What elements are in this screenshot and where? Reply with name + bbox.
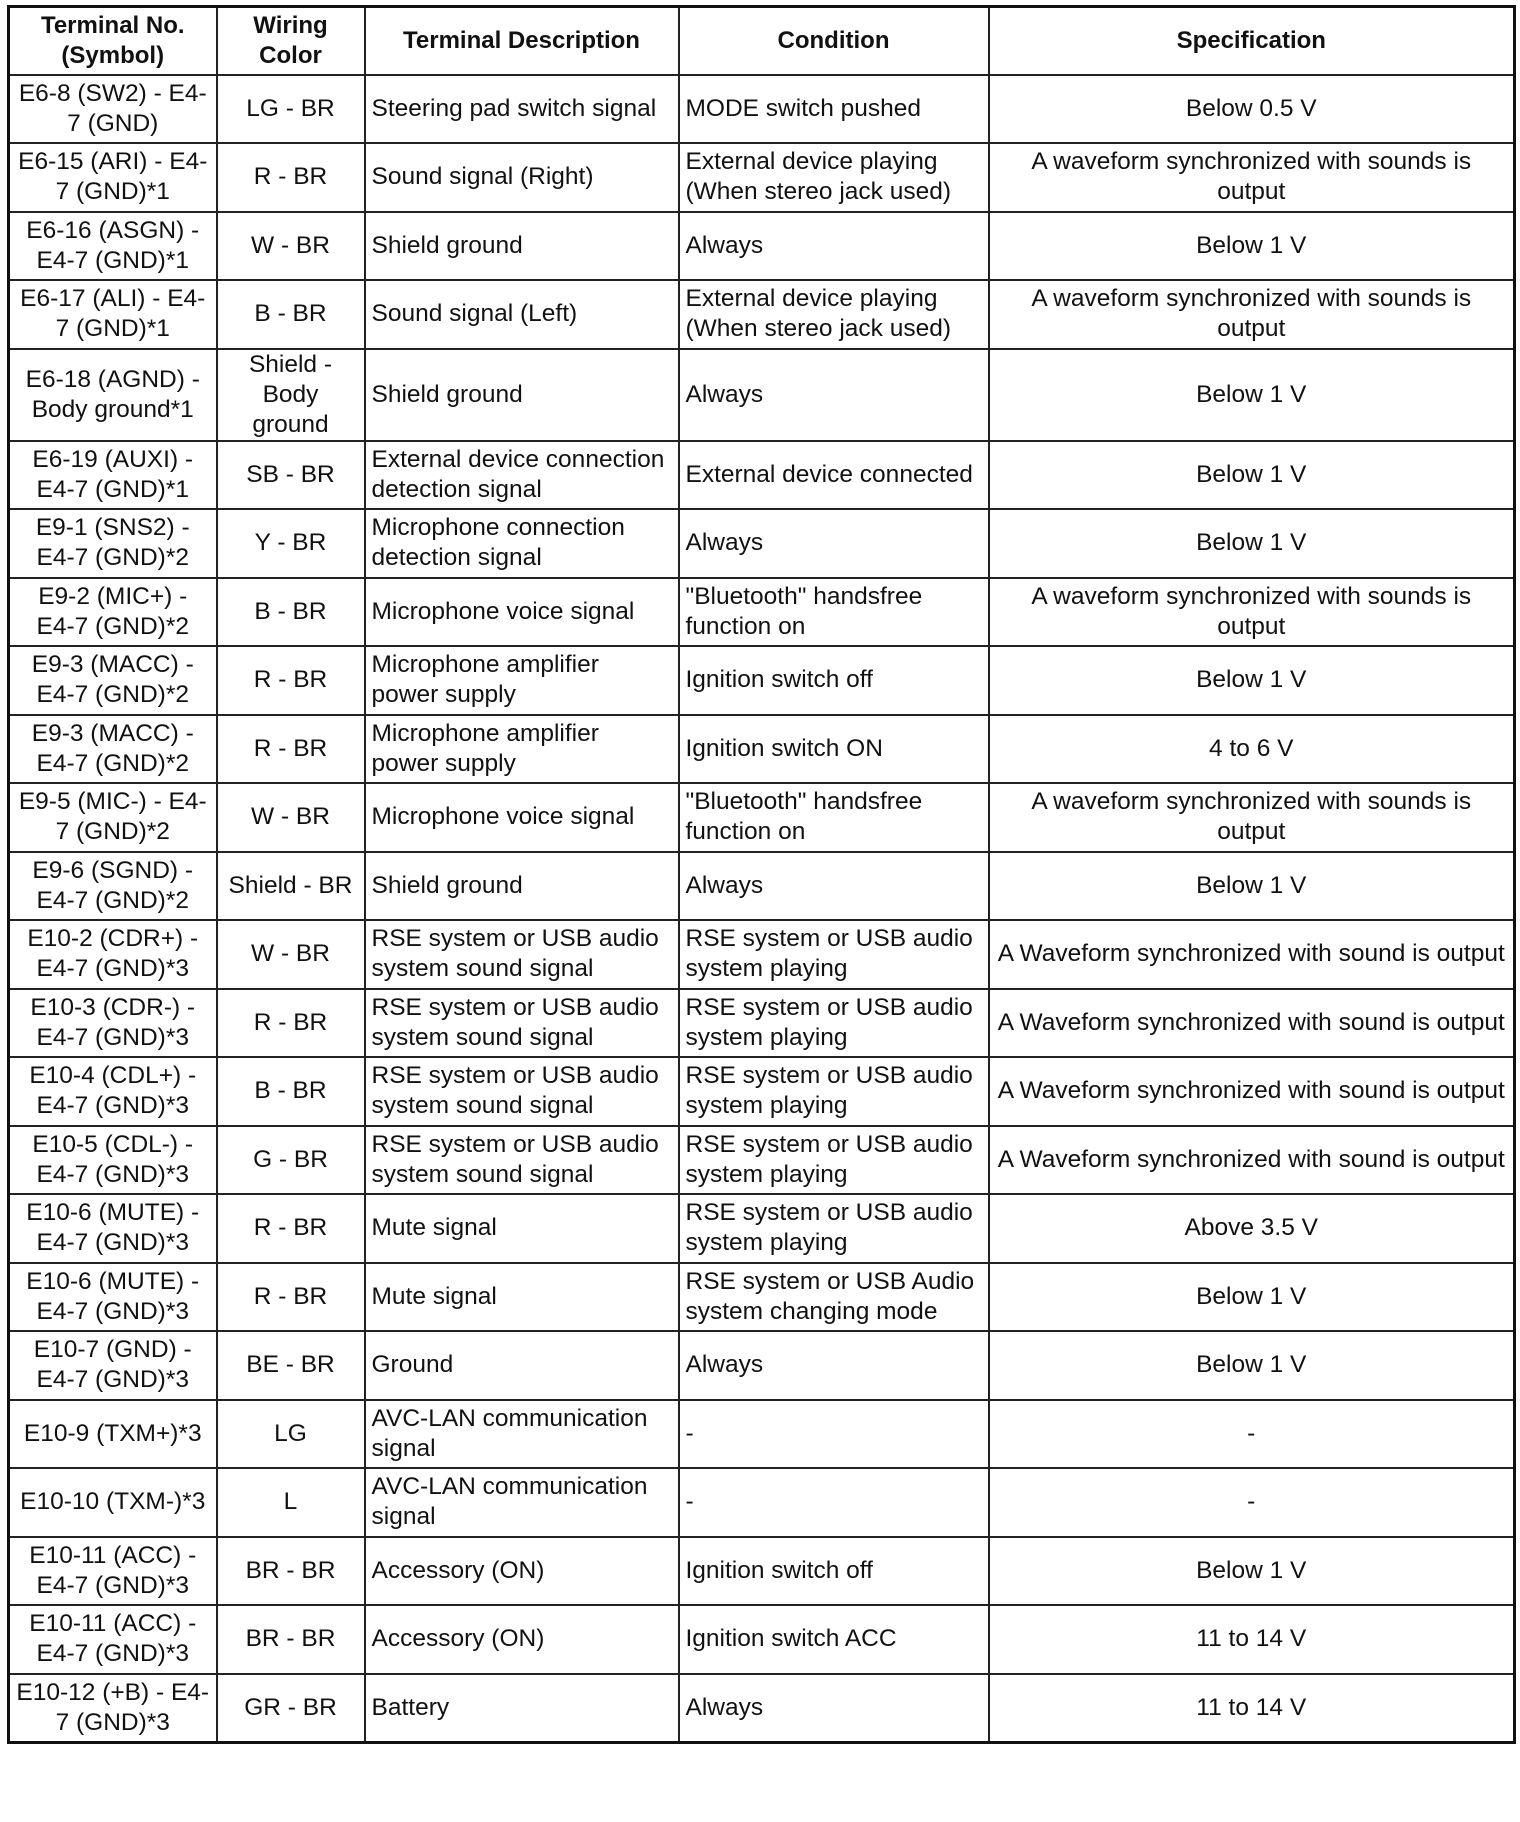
table-body [9,75,1515,1743]
cell-specification: Below 1 V [989,1331,1515,1400]
cell-condition: Always [679,852,989,921]
cell-wiring-color: SB - BR [217,441,365,510]
cell-wiring-color: W - BR [217,212,365,281]
cell-condition: Ignition switch off [679,1537,989,1606]
cell-terminal-description: Mute signal [365,1263,679,1332]
cell-specification: Below 1 V [989,509,1515,578]
cell-specification: A waveform synchronized with sounds is output [989,280,1515,349]
cell-terminal-description: Microphone voice signal [365,783,679,852]
header-terminal-label: Terminal No. (Symbol) [40,11,185,69]
cell-wiring-color: R - BR [217,989,365,1058]
cell-terminal-description: Accessory (ON) [365,1537,679,1606]
table-row [9,509,1515,578]
cell-terminal: E9-3 (MACC) - E4-7 (GND)*2 [9,646,217,715]
cell-terminal-description: Steering pad switch signal [365,75,679,144]
cell-terminal: E9-5 (MIC-) - E4-7 (GND)*2 [9,783,217,852]
table-row [9,920,1515,989]
cell-wiring-color: LG [217,1400,365,1469]
cell-specification: Below 1 V [989,212,1515,281]
table-row [9,1537,1515,1606]
cell-terminal-description: Battery [365,1674,679,1743]
table-row [9,1400,1515,1469]
cell-terminal: E10-11 (ACC) - E4-7 (GND)*3 [9,1537,217,1606]
cell-specification: Below 1 V [989,1263,1515,1332]
table-row [9,212,1515,281]
cell-condition: Always [679,349,989,441]
cell-terminal: E9-3 (MACC) - E4-7 (GND)*2 [9,715,217,784]
cell-condition: RSE system or USB audio system playing [679,1126,989,1195]
cell-terminal: E6-16 (ASGN) - E4-7 (GND)*1 [9,212,217,281]
cell-wiring-color: R - BR [217,646,365,715]
cell-terminal: E10-7 (GND) - E4-7 (GND)*3 [9,1331,217,1400]
cell-wiring-color: Shield - BR [217,852,365,921]
table-row [9,1126,1515,1195]
cell-terminal-description: Shield ground [365,349,679,441]
cell-terminal: E10-12 (+B) - E4-7 (GND)*3 [9,1674,217,1743]
table-row [9,1057,1515,1126]
header-condition-label: Condition [777,26,890,54]
cell-specification: Below 1 V [989,349,1515,441]
cell-wiring-color: B - BR [217,1057,365,1126]
cell-condition: "Bluetooth" handsfree function on [679,578,989,647]
table-row [9,646,1515,715]
cell-specification: Below 1 V [989,1537,1515,1606]
cell-terminal-description: Sound signal (Right) [365,143,679,212]
cell-specification: 11 to 14 V [989,1674,1515,1743]
cell-specification: 11 to 14 V [989,1605,1515,1674]
cell-terminal: E10-4 (CDL+) - E4-7 (GND)*3 [9,1057,217,1126]
cell-terminal-description: External device connection detection signal [365,441,679,510]
cell-wiring-color: L [217,1468,365,1537]
cell-condition: External device playing (When stereo jack used) [679,280,989,349]
cell-wiring-color: R - BR [217,1263,365,1332]
table-row [9,75,1515,144]
cell-terminal: E6-17 (ALI) - E4-7 (GND)*1 [9,280,217,349]
cell-specification: A Waveform synchronized with sound is output [989,1057,1515,1126]
cell-wiring-color: Y - BR [217,509,365,578]
cell-condition: - [679,1468,989,1537]
cell-specification: A waveform synchronized with sounds is output [989,578,1515,647]
cell-terminal-description: RSE system or USB audio system sound signal [365,920,679,989]
cell-condition: RSE system or USB audio system playing [679,1194,989,1263]
table-row [9,1674,1515,1743]
header-specification [989,7,1515,75]
cell-wiring-color: G - BR [217,1126,365,1195]
cell-terminal-description: Microphone amplifier power supply [365,646,679,715]
cell-terminal-description: AVC-LAN communication signal [365,1400,679,1469]
table-row [9,1194,1515,1263]
cell-terminal: E10-5 (CDL-) - E4-7 (GND)*3 [9,1126,217,1195]
table-row [9,1331,1515,1400]
cell-wiring-color: BR - BR [217,1605,365,1674]
cell-specification: A Waveform synchronized with sound is output [989,1126,1515,1195]
cell-wiring-color: B - BR [217,280,365,349]
cell-specification: - [989,1400,1515,1469]
header-specification-label: Specification [1176,26,1326,54]
cell-terminal-description: Accessory (ON) [365,1605,679,1674]
cell-terminal-description: Microphone connection detection signal [365,509,679,578]
cell-wiring-color: W - BR [217,920,365,989]
cell-specification: 4 to 6 V [989,715,1515,784]
cell-wiring-color: B - BR [217,578,365,647]
cell-condition: RSE system or USB Audio system changing mode [679,1263,989,1332]
cell-terminal: E10-6 (MUTE) - E4-7 (GND)*3 [9,1194,217,1263]
cell-wiring-color: R - BR [217,715,365,784]
cell-specification: - [989,1468,1515,1537]
header-wiring-color-label: Wiring Color [253,11,328,69]
terminal-table-sheet [7,5,1513,1744]
cell-terminal-description: Ground [365,1331,679,1400]
table-row [9,852,1515,921]
cell-terminal-description: Mute signal [365,1194,679,1263]
table-row [9,349,1515,441]
cell-condition: External device connected [679,441,989,510]
cell-specification: A waveform synchronized with sounds is output [989,783,1515,852]
cell-specification: Above 3.5 V [989,1194,1515,1263]
cell-condition: "Bluetooth" handsfree function on [679,783,989,852]
cell-terminal-description: RSE system or USB audio system sound signal [365,989,679,1058]
cell-terminal: E6-18 (AGND) - Body ground*1 [9,349,217,441]
cell-wiring-color: W - BR [217,783,365,852]
cell-condition: Ignition switch off [679,646,989,715]
header-condition [679,7,989,75]
cell-condition: External device playing (When stereo jack used) [679,143,989,212]
cell-wiring-color: BE - BR [217,1331,365,1400]
cell-terminal-description: Microphone voice signal [365,578,679,647]
cell-wiring-color: LG - BR [217,75,365,144]
cell-terminal: E9-6 (SGND) - E4-7 (GND)*2 [9,852,217,921]
cell-condition: RSE system or USB audio system playing [679,989,989,1058]
cell-condition: Ignition switch ON [679,715,989,784]
cell-specification: Below 0.5 V [989,75,1515,144]
cell-wiring-color: BR - BR [217,1537,365,1606]
table-row [9,1263,1515,1332]
cell-specification: A Waveform synchronized with sound is output [989,920,1515,989]
terminal-table [7,5,1516,1744]
cell-condition: Always [679,1674,989,1743]
cell-terminal: E10-11 (ACC) - E4-7 (GND)*3 [9,1605,217,1674]
cell-wiring-color: R - BR [217,143,365,212]
cell-terminal-description: Shield ground [365,212,679,281]
table-row [9,578,1515,647]
cell-terminal-description: AVC-LAN communication signal [365,1468,679,1537]
cell-terminal: E9-1 (SNS2) - E4-7 (GND)*2 [9,509,217,578]
cell-terminal: E10-10 (TXM-)*3 [9,1468,217,1537]
cell-specification: Below 1 V [989,646,1515,715]
cell-specification: Below 1 V [989,852,1515,921]
table-header-row [9,7,1515,75]
cell-wiring-color: Shield - Body ground [217,349,365,441]
cell-terminal: E10-9 (TXM+)*3 [9,1400,217,1469]
cell-specification: A waveform synchronized with sounds is output [989,143,1515,212]
cell-terminal: E6-8 (SW2) - E4-7 (GND) [9,75,217,144]
cell-terminal-description: Shield ground [365,852,679,921]
table-row [9,143,1515,212]
header-terminal [9,7,217,75]
cell-condition: Always [679,509,989,578]
cell-condition: Always [679,212,989,281]
cell-wiring-color: R - BR [217,1194,365,1263]
cell-wiring-color: GR - BR [217,1674,365,1743]
cell-condition: RSE system or USB audio system playing [679,1057,989,1126]
cell-specification: A Waveform synchronized with sound is output [989,989,1515,1058]
cell-terminal-description: RSE system or USB audio system sound signal [365,1126,679,1195]
table-row [9,441,1515,510]
cell-terminal: E6-19 (AUXI) - E4-7 (GND)*1 [9,441,217,510]
cell-condition: Ignition switch ACC [679,1605,989,1674]
cell-specification: Below 1 V [989,441,1515,510]
cell-terminal: E10-3 (CDR-) - E4-7 (GND)*3 [9,989,217,1058]
cell-terminal: E9-2 (MIC+) - E4-7 (GND)*2 [9,578,217,647]
cell-terminal-description: Microphone amplifier power supply [365,715,679,784]
cell-terminal-description: Sound signal (Left) [365,280,679,349]
header-terminal-description [365,7,679,75]
header-terminal-description-label: Terminal Description [403,26,640,54]
table-row [9,1468,1515,1537]
table-row [9,715,1515,784]
cell-condition: MODE switch pushed [679,75,989,144]
table-row [9,1605,1515,1674]
cell-terminal: E6-15 (ARI) - E4-7 (GND)*1 [9,143,217,212]
header-wiring-color [217,7,365,75]
cell-condition: RSE system or USB audio system playing [679,920,989,989]
table-row [9,280,1515,349]
table-row [9,989,1515,1058]
cell-terminal-description: RSE system or USB audio system sound signal [365,1057,679,1126]
cell-terminal: E10-2 (CDR+) - E4-7 (GND)*3 [9,920,217,989]
cell-terminal: E10-6 (MUTE) - E4-7 (GND)*3 [9,1263,217,1332]
cell-condition: - [679,1400,989,1469]
cell-condition: Always [679,1331,989,1400]
table-row [9,783,1515,852]
